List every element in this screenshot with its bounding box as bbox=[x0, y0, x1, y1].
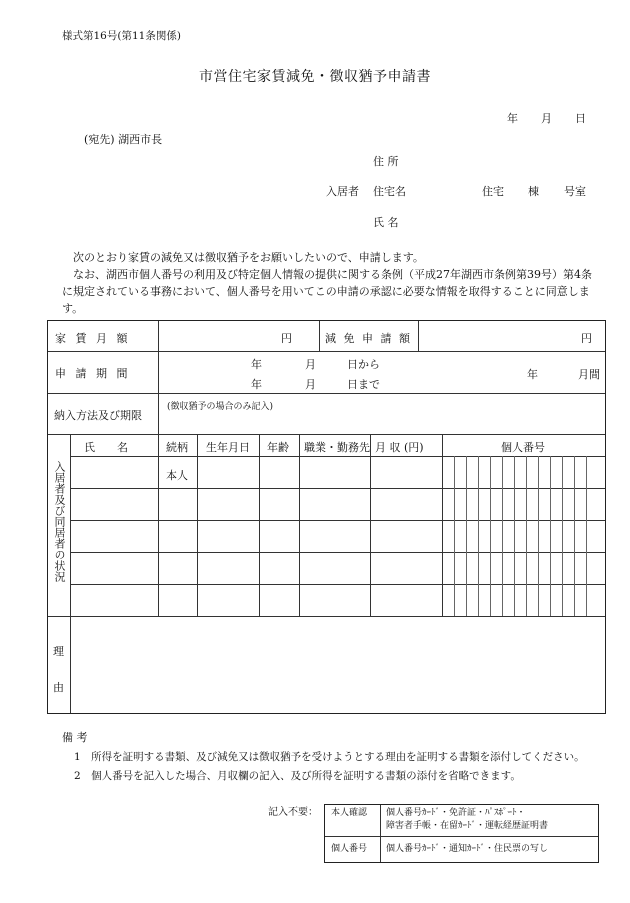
name-label: 氏 名 bbox=[373, 216, 399, 229]
from-year: 年 bbox=[251, 358, 262, 371]
payment-note: (徴収猶予の場合のみ記入) bbox=[167, 402, 274, 412]
request-paragraph bbox=[62, 249, 602, 317]
monthly-rent-label: 家 賃 月 額 bbox=[55, 332, 131, 345]
col-relation: 続柄 bbox=[166, 441, 188, 454]
col-age: 年齢 bbox=[267, 441, 289, 454]
resident-label: 入居者 bbox=[326, 185, 359, 198]
to-year: 年 bbox=[251, 378, 262, 391]
not-required-label: 記入不要： bbox=[268, 807, 318, 818]
page-title: 市営住宅家賃減免・徴収猶予申請書 bbox=[199, 69, 431, 85]
col-birthdate: 生年月日 bbox=[206, 441, 250, 454]
reason-label-2: 由 bbox=[53, 681, 64, 694]
mynumber-label: 個人番号 bbox=[331, 844, 368, 854]
monthly-rent-field[interactable] bbox=[159, 322, 319, 350]
period-years: 年 bbox=[527, 368, 538, 381]
note-2: 2 個人番号を記入した場合、月収欄の記入、及び所得を証明する書類の添付を省略できます。 bbox=[74, 770, 521, 782]
yen-unit-2: 円 bbox=[581, 332, 592, 345]
note-1: 1 所得を証明する書類、及び減免又は徴収猶予を受けようとする理由を証明する書類を添付してください。 bbox=[74, 751, 585, 763]
form-number: 様式第16号(第11条関係) bbox=[62, 30, 181, 42]
address-label: 住 所 bbox=[373, 155, 399, 168]
notes-title: 備 考 bbox=[62, 731, 88, 744]
request-line-1: 次のとおり家賃の減免又は徴収猶予をお願いしたいので、申請します。 bbox=[73, 251, 424, 264]
reason-label-1: 理 bbox=[53, 645, 64, 658]
period-label: 申 請 期 間 bbox=[55, 367, 131, 380]
to-month: 月 bbox=[305, 378, 316, 391]
from-day: 日から bbox=[347, 358, 380, 371]
col-income: 月 収 (円) bbox=[375, 441, 424, 454]
period-months: 月間 bbox=[578, 368, 600, 381]
identity-docs-2: 障害者手帳・在留ｶｰﾄﾞ・運転経歴証明書 bbox=[386, 821, 549, 831]
mynumber-docs: 個人番号ｶｰﾄﾞ・通知ｶｰﾄﾞ・住民票の写し bbox=[386, 844, 549, 854]
reduction-amount-label: 減 免 申 請 額 bbox=[325, 332, 412, 345]
date-day-label: 日 bbox=[575, 112, 586, 125]
application-form-table bbox=[47, 320, 606, 714]
payment-label: 納入方法及び期限 bbox=[54, 409, 142, 422]
request-line-2: なお、湖西市個人番号の利用及び特定個人情報の提供に関する条例（平成27年湖西市条例第39号）第4条に規定されている事務において、個人番号を用いてこの申請の承認に必要な情報を取得することに同意します。 bbox=[62, 268, 592, 315]
office-use-box bbox=[324, 804, 599, 863]
col-mynumber: 個人番号 bbox=[501, 441, 545, 454]
identity-docs-1: 個人番号ｶｰﾄﾞ・免許証・ﾊﾟｽﾎﾟｰﾄ・ bbox=[386, 808, 526, 818]
room-label: 号室 bbox=[564, 185, 586, 198]
from-month: 月 bbox=[305, 358, 316, 371]
col-name: 氏 名 bbox=[84, 441, 128, 454]
first-relation: 本人 bbox=[166, 469, 188, 482]
reduction-amount-field[interactable] bbox=[419, 322, 604, 350]
building-label: 棟 bbox=[528, 185, 539, 198]
residents-label: 入居者及び同居者の状況 bbox=[53, 461, 66, 582]
addressee: (宛先) 湖西市長 bbox=[84, 133, 163, 146]
yen-unit: 円 bbox=[281, 332, 292, 345]
to-day: 日まで bbox=[347, 378, 380, 391]
housing-name-label: 住宅名 bbox=[373, 185, 406, 198]
identity-label: 本人確認 bbox=[331, 808, 368, 818]
date-month-label: 月 bbox=[541, 112, 552, 125]
reason-field[interactable] bbox=[72, 618, 603, 712]
col-occupation: 職業・勤務先 bbox=[304, 441, 370, 454]
housing-unit-label: 住宅 bbox=[482, 185, 504, 198]
date-year-label: 年 bbox=[507, 112, 518, 125]
